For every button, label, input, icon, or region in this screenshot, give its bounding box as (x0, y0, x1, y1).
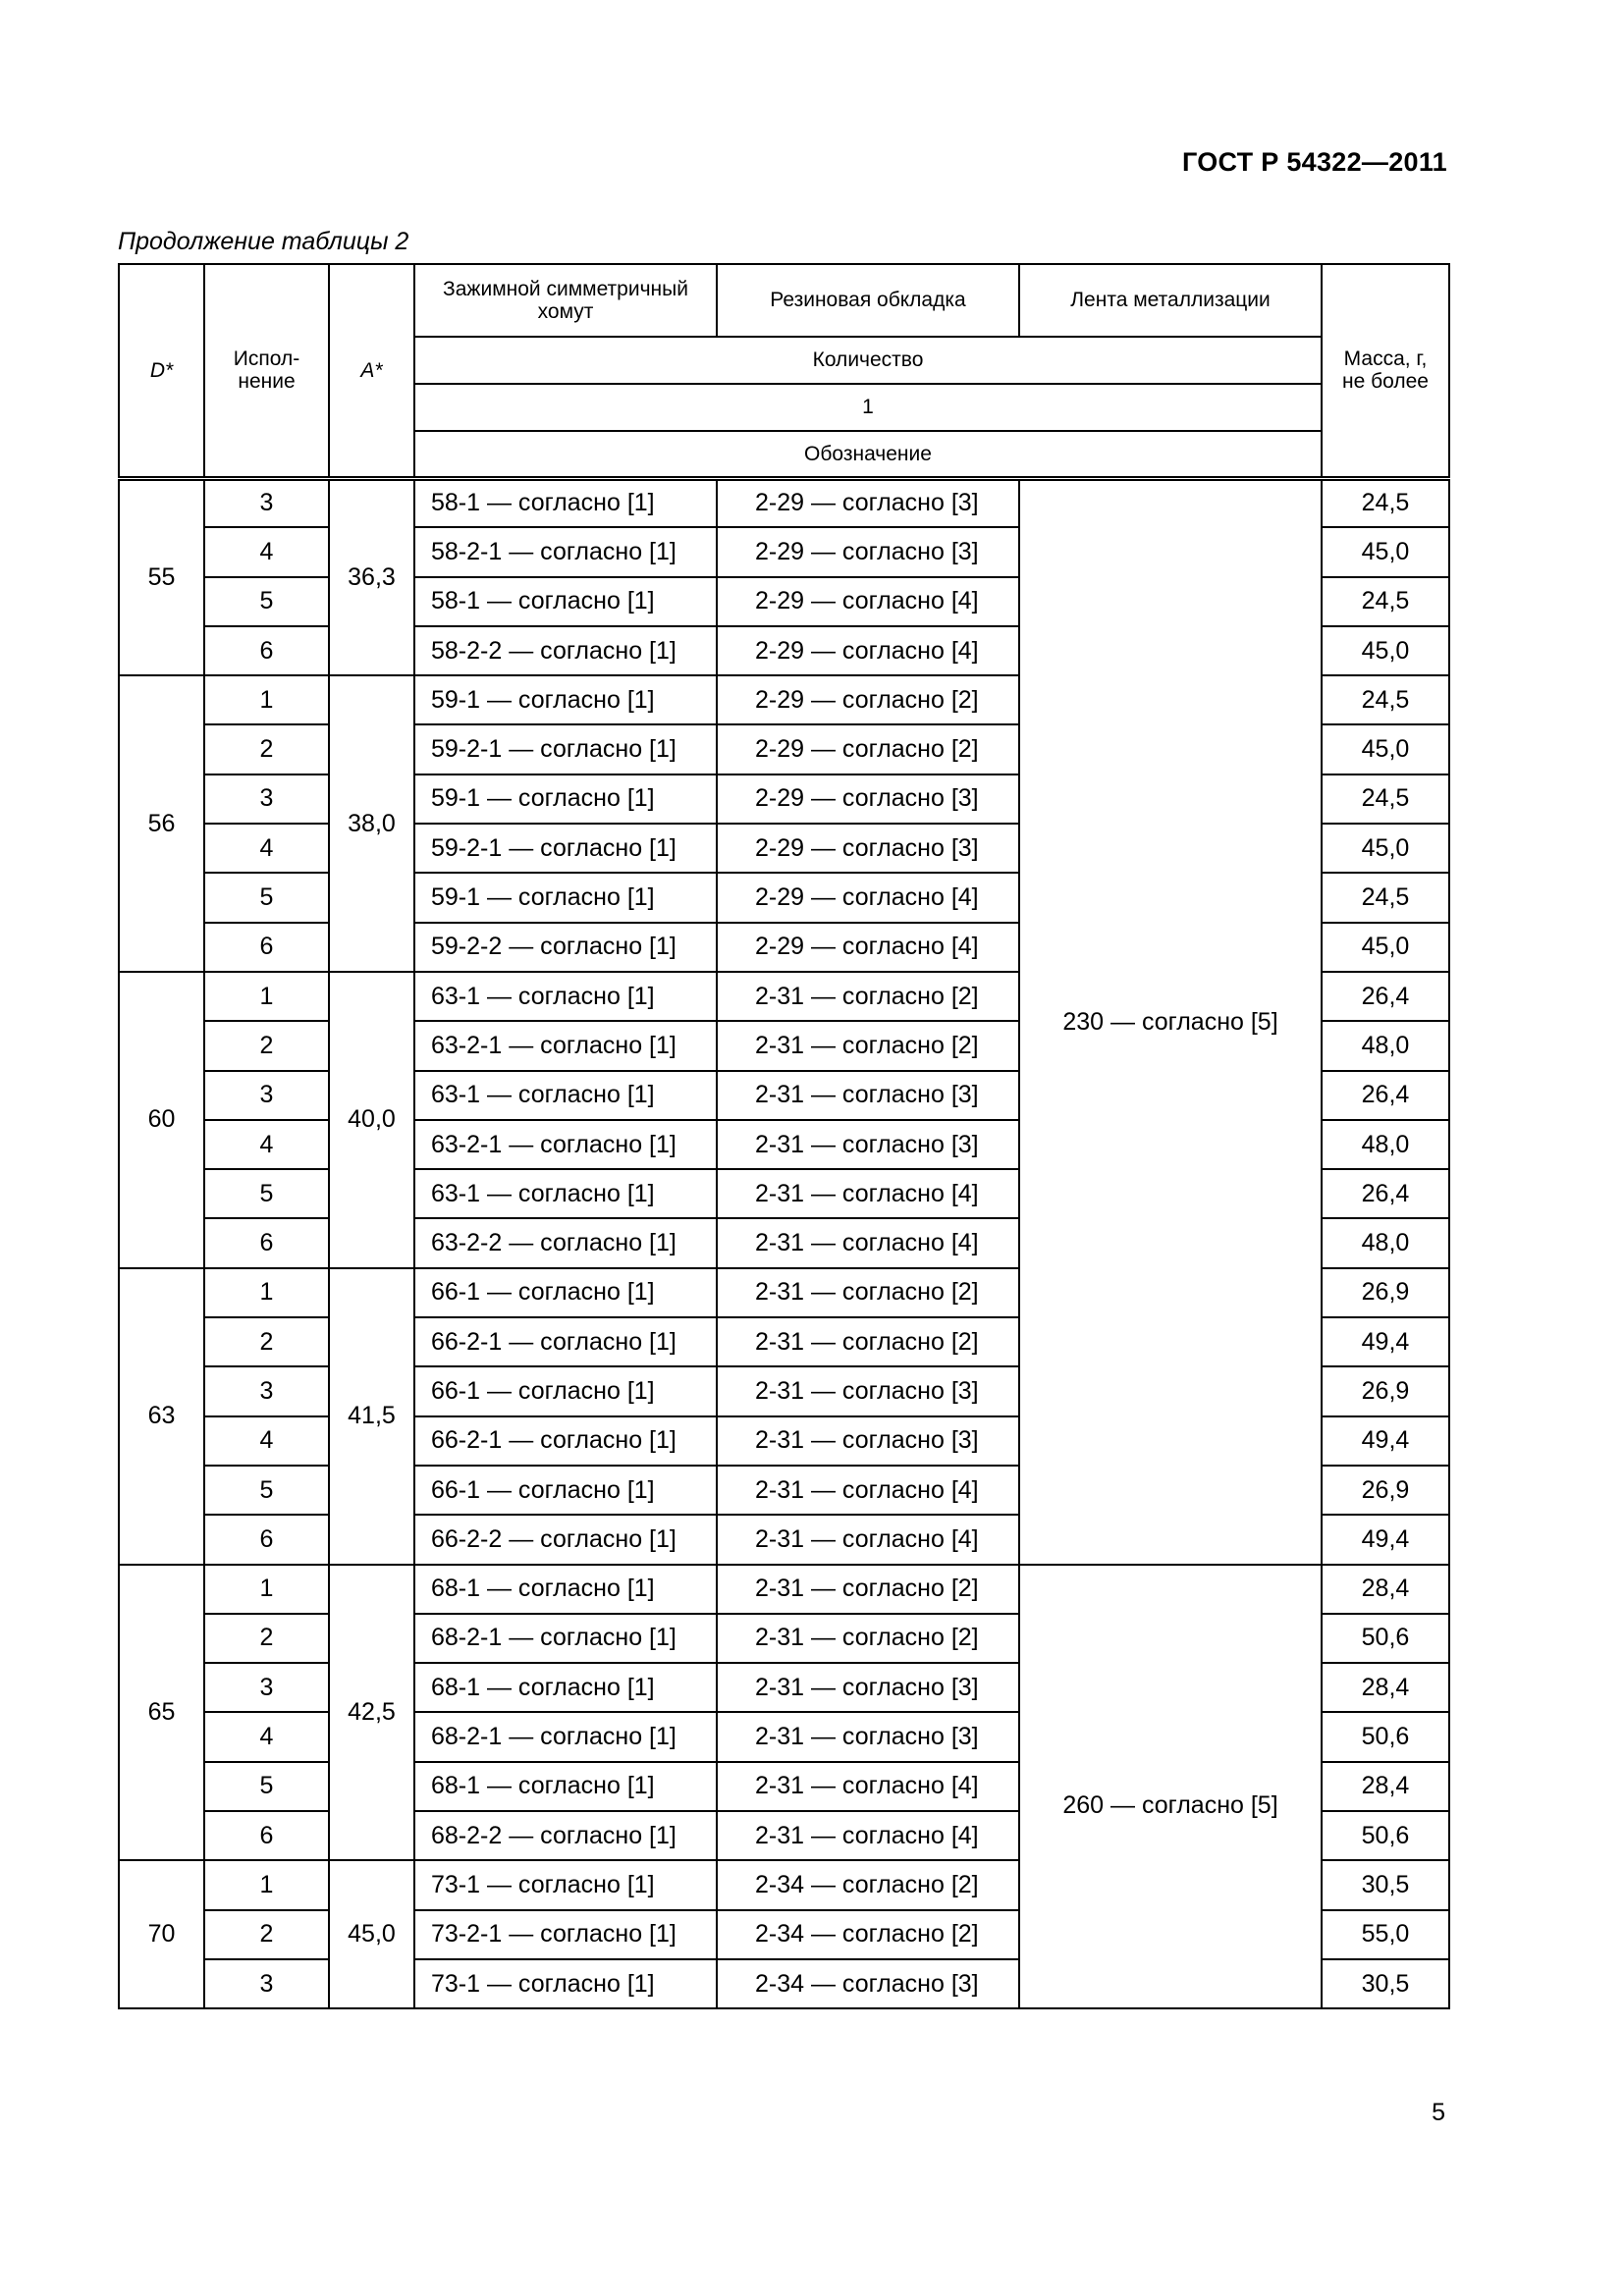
header-kolichestvo: Количество (414, 337, 1322, 384)
cell-obkladka: 2-29 — согласно [4] (717, 577, 1019, 626)
cell-d: 55 (119, 478, 204, 675)
document-code: ГОСТ Р 54322—2011 (1181, 147, 1447, 177)
cell-obkladka: 2-31 — согласно [4] (717, 1515, 1019, 1564)
cell-khomut: 63-2-2 — согласно [1] (414, 1218, 717, 1267)
header-lenta: Лента металлизации (1019, 264, 1322, 337)
cell-khomut: 59-1 — согласно [1] (414, 774, 717, 824)
cell-obkladka: 2-31 — согласно [3] (717, 1712, 1019, 1761)
cell-obkladka: 2-31 — согласно [3] (717, 1663, 1019, 1712)
cell-khomut: 66-1 — согласно [1] (414, 1466, 717, 1515)
cell-massa: 50,6 (1322, 1811, 1449, 1860)
cell-a: 40,0 (329, 972, 414, 1268)
cell-ispolnenie: 1 (204, 675, 329, 724)
cell-a: 42,5 (329, 1565, 414, 1861)
cell-obkladka: 2-31 — согласно [4] (717, 1811, 1019, 1860)
cell-obkladka: 2-31 — согласно [2] (717, 1021, 1019, 1070)
table-row (119, 1565, 1449, 1614)
cell-d: 70 (119, 1860, 204, 2008)
cell-d: 56 (119, 675, 204, 972)
cell-massa: 24,5 (1322, 774, 1449, 824)
cell-lenta: 260 — согласно [5] (1019, 1565, 1322, 2009)
cell-obkladka: 2-31 — согласно [2] (717, 972, 1019, 1021)
table-header (119, 264, 1449, 478)
cell-massa: 50,6 (1322, 1712, 1449, 1761)
cell-khomut: 59-2-1 — согласно [1] (414, 724, 717, 774)
cell-ispolnenie: 2 (204, 1021, 329, 1070)
cell-ispolnenie: 1 (204, 1860, 329, 1909)
cell-massa: 30,5 (1322, 1860, 1449, 1909)
header-ispolnenie: Испол- нение (204, 264, 329, 478)
cell-ispolnenie: 6 (204, 1811, 329, 1860)
cell-obkladka: 2-29 — согласно [3] (717, 527, 1019, 576)
header-d: D* (119, 264, 204, 478)
cell-ispolnenie: 6 (204, 1218, 329, 1267)
cell-a: 38,0 (329, 675, 414, 972)
cell-massa: 49,4 (1322, 1416, 1449, 1466)
cell-khomut: 68-1 — согласно [1] (414, 1663, 717, 1712)
cell-massa: 24,5 (1322, 873, 1449, 922)
header-a: A* (329, 264, 414, 478)
cell-obkladka: 2-29 — согласно [2] (717, 675, 1019, 724)
cell-massa: 24,5 (1322, 675, 1449, 724)
cell-khomut: 58-1 — согласно [1] (414, 478, 717, 527)
cell-massa: 49,4 (1322, 1515, 1449, 1564)
cell-massa: 48,0 (1322, 1021, 1449, 1070)
cell-massa: 28,4 (1322, 1663, 1449, 1712)
table-row (119, 478, 1449, 527)
cell-massa: 50,6 (1322, 1614, 1449, 1663)
cell-massa: 45,0 (1322, 824, 1449, 873)
header-oboznachenie: Обозначение (414, 431, 1322, 478)
cell-ispolnenie: 5 (204, 1169, 329, 1218)
cell-ispolnenie: 3 (204, 1071, 329, 1120)
cell-massa: 45,0 (1322, 724, 1449, 774)
cell-ispolnenie: 2 (204, 724, 329, 774)
cell-a: 36,3 (329, 478, 414, 675)
cell-obkladka: 2-29 — согласно [2] (717, 724, 1019, 774)
cell-massa: 45,0 (1322, 923, 1449, 972)
cell-ispolnenie: 5 (204, 1466, 329, 1515)
cell-ispolnenie: 3 (204, 1663, 329, 1712)
table-body (119, 478, 1449, 2008)
cell-ispolnenie: 6 (204, 1515, 329, 1564)
cell-a: 41,5 (329, 1268, 414, 1565)
cell-khomut: 66-2-1 — согласно [1] (414, 1317, 717, 1366)
cell-khomut: 58-1 — согласно [1] (414, 577, 717, 626)
cell-massa: 55,0 (1322, 1910, 1449, 1959)
cell-khomut: 59-1 — согласно [1] (414, 675, 717, 724)
cell-obkladka: 2-29 — согласно [4] (717, 626, 1019, 675)
specification-table (118, 263, 1450, 2009)
cell-obkladka: 2-31 — согласно [3] (717, 1071, 1019, 1120)
cell-obkladka: 2-31 — согласно [3] (717, 1366, 1019, 1415)
cell-khomut: 63-1 — согласно [1] (414, 972, 717, 1021)
cell-obkladka: 2-29 — согласно [3] (717, 824, 1019, 873)
cell-obkladka: 2-31 — согласно [2] (717, 1268, 1019, 1317)
cell-massa: 24,5 (1322, 577, 1449, 626)
cell-ispolnenie: 4 (204, 527, 329, 576)
cell-khomut: 63-1 — согласно [1] (414, 1071, 717, 1120)
cell-obkladka: 2-29 — согласно [4] (717, 923, 1019, 972)
cell-massa: 28,4 (1322, 1565, 1449, 1614)
header-obkladka: Резиновая обкладка (717, 264, 1019, 337)
cell-a: 45,0 (329, 1860, 414, 2008)
cell-d: 60 (119, 972, 204, 1268)
page-number: 5 (1432, 2099, 1445, 2126)
cell-khomut: 66-2-2 — согласно [1] (414, 1515, 717, 1564)
cell-ispolnenie: 2 (204, 1910, 329, 1959)
cell-massa: 26,4 (1322, 972, 1449, 1021)
cell-ispolnenie: 5 (204, 1762, 329, 1811)
cell-obkladka: 2-31 — согласно [4] (717, 1218, 1019, 1267)
cell-khomut: 68-1 — согласно [1] (414, 1565, 717, 1614)
header-massa: Масса, г, не более (1322, 264, 1449, 478)
cell-ispolnenie: 6 (204, 626, 329, 675)
cell-khomut: 73-2-1 — согласно [1] (414, 1910, 717, 1959)
cell-obkladka: 2-34 — согласно [2] (717, 1910, 1019, 1959)
cell-lenta: 230 — согласно [5] (1019, 478, 1322, 1565)
cell-ispolnenie: 3 (204, 1366, 329, 1415)
cell-obkladka: 2-29 — согласно [3] (717, 478, 1019, 527)
cell-massa: 48,0 (1322, 1218, 1449, 1267)
cell-obkladka: 2-31 — согласно [4] (717, 1762, 1019, 1811)
cell-massa: 26,9 (1322, 1466, 1449, 1515)
cell-ispolnenie: 4 (204, 1416, 329, 1466)
cell-massa: 49,4 (1322, 1317, 1449, 1366)
cell-khomut: 63-2-1 — согласно [1] (414, 1120, 717, 1169)
cell-khomut: 68-1 — согласно [1] (414, 1762, 717, 1811)
cell-massa: 45,0 (1322, 626, 1449, 675)
cell-khomut: 73-1 — согласно [1] (414, 1959, 717, 2008)
cell-obkladka: 2-31 — согласно [4] (717, 1169, 1019, 1218)
cell-obkladka: 2-31 — согласно [3] (717, 1416, 1019, 1466)
cell-obkladka: 2-29 — согласно [4] (717, 873, 1019, 922)
cell-massa: 26,9 (1322, 1268, 1449, 1317)
cell-ispolnenie: 2 (204, 1317, 329, 1366)
cell-khomut: 59-2-2 — согласно [1] (414, 923, 717, 972)
header-khomut: Зажимной симметричный хомут (414, 264, 717, 337)
cell-khomut: 73-1 — согласно [1] (414, 1860, 717, 1909)
cell-ispolnenie: 6 (204, 923, 329, 972)
cell-obkladka: 2-29 — согласно [3] (717, 774, 1019, 824)
cell-khomut: 58-2-2 — согласно [1] (414, 626, 717, 675)
cell-ispolnenie: 3 (204, 478, 329, 527)
cell-massa: 45,0 (1322, 527, 1449, 576)
cell-ispolnenie: 3 (204, 774, 329, 824)
cell-massa: 24,5 (1322, 478, 1449, 527)
cell-obkladka: 2-31 — согласно [4] (717, 1466, 1019, 1515)
cell-d: 65 (119, 1565, 204, 1861)
cell-khomut: 63-2-1 — согласно [1] (414, 1021, 717, 1070)
cell-khomut: 59-1 — согласно [1] (414, 873, 717, 922)
cell-ispolnenie: 1 (204, 972, 329, 1021)
cell-ispolnenie: 4 (204, 824, 329, 873)
cell-ispolnenie: 4 (204, 1712, 329, 1761)
cell-massa: 48,0 (1322, 1120, 1449, 1169)
cell-khomut: 66-1 — согласно [1] (414, 1268, 717, 1317)
cell-d: 63 (119, 1268, 204, 1565)
cell-obkladka: 2-31 — согласно [3] (717, 1120, 1019, 1169)
cell-ispolnenie: 1 (204, 1565, 329, 1614)
cell-obkladka: 2-31 — согласно [2] (717, 1614, 1019, 1663)
cell-khomut: 68-2-1 — согласно [1] (414, 1614, 717, 1663)
cell-obkladka: 2-34 — согласно [3] (717, 1959, 1019, 2008)
cell-massa: 26,9 (1322, 1366, 1449, 1415)
cell-ispolnenie: 3 (204, 1959, 329, 2008)
cell-khomut: 66-1 — согласно [1] (414, 1366, 717, 1415)
cell-khomut: 68-2-2 — согласно [1] (414, 1811, 717, 1860)
header-kolichestvo-value: 1 (414, 384, 1322, 431)
cell-khomut: 66-2-1 — согласно [1] (414, 1416, 717, 1466)
cell-khomut: 63-1 — согласно [1] (414, 1169, 717, 1218)
cell-khomut: 68-2-1 — согласно [1] (414, 1712, 717, 1761)
cell-ispolnenie: 5 (204, 873, 329, 922)
cell-ispolnenie: 4 (204, 1120, 329, 1169)
cell-ispolnenie: 5 (204, 577, 329, 626)
cell-massa: 28,4 (1322, 1762, 1449, 1811)
cell-khomut: 59-2-1 — согласно [1] (414, 824, 717, 873)
cell-obkladka: 2-31 — согласно [2] (717, 1317, 1019, 1366)
table-caption: Продолжение таблицы 2 (118, 228, 409, 255)
cell-ispolnenie: 1 (204, 1268, 329, 1317)
cell-ispolnenie: 2 (204, 1614, 329, 1663)
cell-massa: 26,4 (1322, 1071, 1449, 1120)
cell-obkladka: 2-31 — согласно [2] (717, 1565, 1019, 1614)
cell-massa: 26,4 (1322, 1169, 1449, 1218)
cell-massa: 30,5 (1322, 1959, 1449, 2008)
cell-obkladka: 2-34 — согласно [2] (717, 1860, 1019, 1909)
cell-khomut: 58-2-1 — согласно [1] (414, 527, 717, 576)
